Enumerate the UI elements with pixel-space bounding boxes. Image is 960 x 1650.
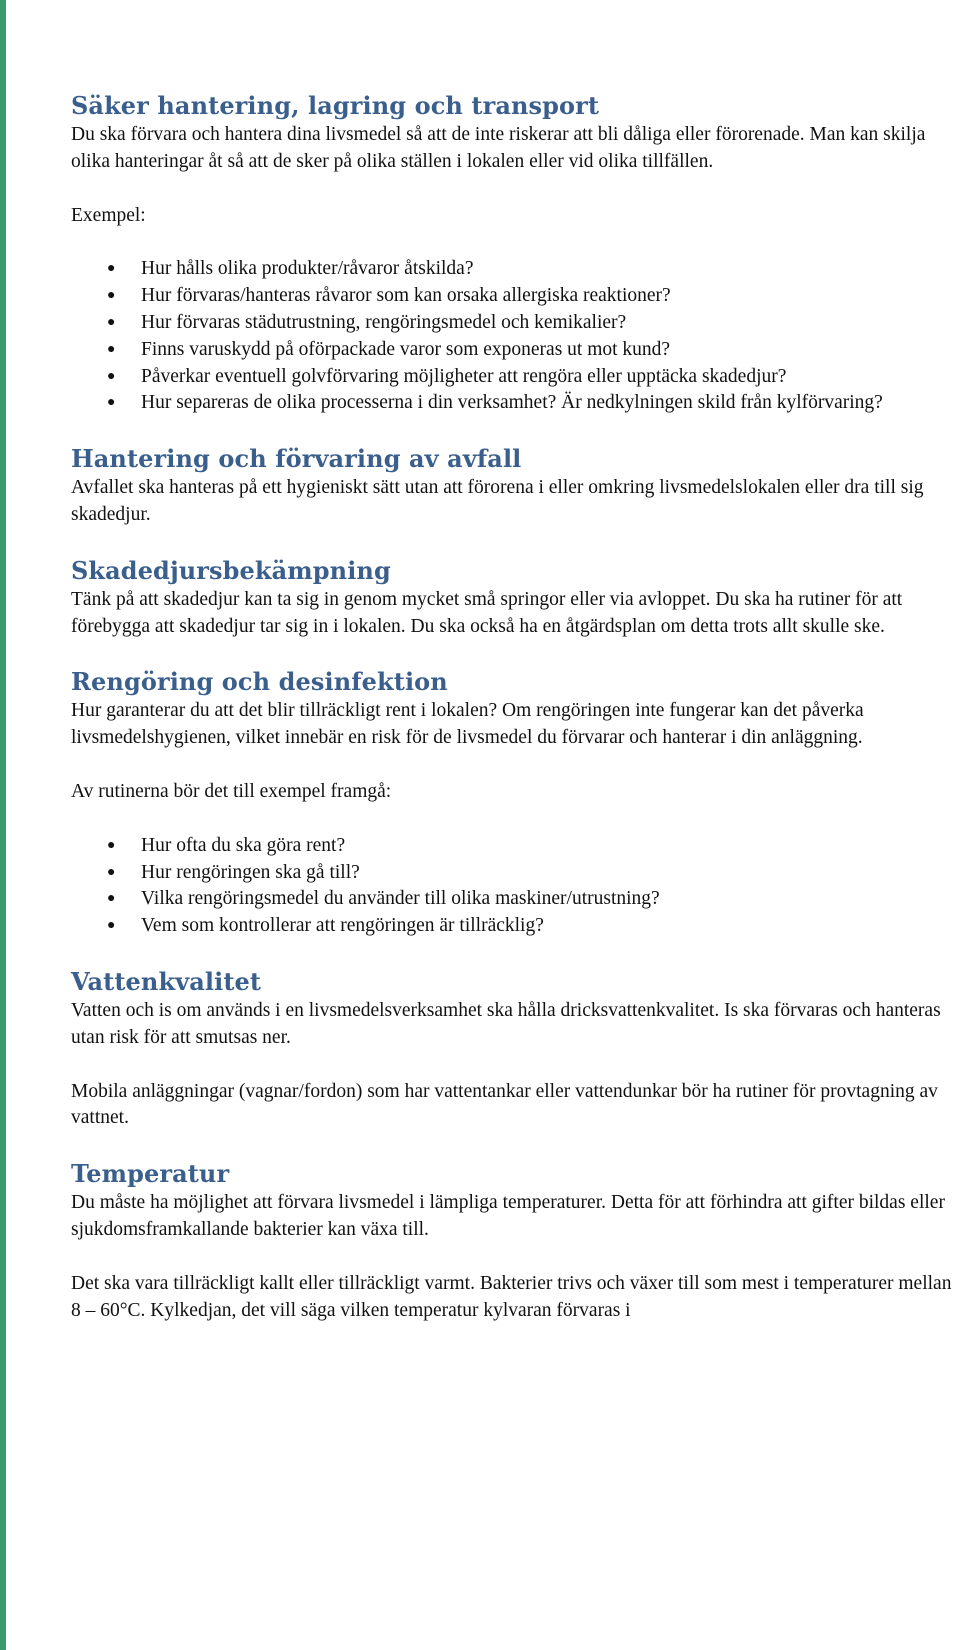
example-label: Exempel:	[71, 204, 146, 226]
section-heading: Säker hantering, lagring och transport	[71, 91, 600, 120]
paragraph: Vatten och is om används i en livsmedelsverksamhet ska hålla dricksvattenkvalitet. Is ska förvaras och hanteras utan risk för att smutsas ner.	[71, 999, 941, 1048]
paragraph: Du ska förvara och hantera dina livsmedel så att de inte riskerar att bli dåliga eller förorenade. Man kan skilja olika hanteringar åt så att de sker på olika ställen i lokalen eller vid olika tillfällen.	[71, 124, 926, 172]
bullet-icon: ●	[107, 395, 116, 411]
list-item: ● Hur hålls olika produkter/råvaror åtskilda?	[71, 256, 960, 283]
list-item: ● Hur förvaras städutrustning, rengöringsmedel och kemikalier?	[71, 310, 960, 337]
section-temperature	[71, 1158, 960, 1324]
bullet-icon: ●	[107, 891, 116, 907]
list-item: ● Vem som kontrollerar att rengöringen är tillräcklig?	[71, 913, 960, 940]
paragraph: Det ska vara tillräckligt kallt eller tillräckligt varmt. Bakterier trivs och växer till som mest i temperaturer mellan 8 – 60°C. Kylkedjan, det vill säga vilken temperatur kylvaran förvaras i	[71, 1272, 952, 1321]
list-item: ● Vilka rengöringsmedel du använder till olika maskiner/utrustning?	[71, 886, 960, 913]
left-accent-bar	[0, 0, 6, 1650]
paragraph: Avfallet ska hanteras på ett hygieniskt sätt utan att förorena i eller omkring livsmedelslokalen eller dra till sig skadedjur.	[71, 477, 924, 525]
bullet-icon: ●	[107, 314, 116, 330]
section-heading: Hantering och förvaring av avfall	[71, 444, 522, 474]
bullet-list	[71, 833, 960, 940]
section-water-quality	[71, 966, 960, 1132]
bullet-icon: ●	[107, 918, 116, 934]
list-item: ● Finns varuskydd på oförpackade varor som exponeras ut mot kund?	[71, 337, 960, 364]
list-item: ● Hur rengöringen ska gå till?	[71, 860, 960, 887]
section-heading: Skadedjursbekämpning	[71, 555, 391, 585]
list-item: ● Påverkar eventuell golvförvaring möjligheter att rengöra eller upptäcka skadedjur?	[71, 364, 960, 391]
bullet-icon: ●	[107, 288, 116, 304]
bullet-icon: ●	[107, 261, 116, 277]
paragraph: Du måste ha möjlighet att förvara livsmedel i lämpliga temperaturer. Detta för att förhindra att gifter bildas eller sjukdomsframkallande bakterier kan växa till.	[71, 1192, 945, 1240]
list-item: ● Hur ofta du ska göra rent?	[71, 833, 960, 860]
paragraph: Tänk på att skadedjur kan ta sig in genom mycket små springor eller via avloppet. Du ska ha rutiner för att förebygga att skadedjur tar sig in i lokalen. Du ska också ha en åtgärdsplan om detta trots allt skulle ske.	[71, 588, 903, 637]
paragraph: Av rutinerna bör det till exempel framgå:	[71, 780, 392, 802]
list-item: ● Hur separeras de olika processerna i din verksamhet? Är nedkylningen skild från kylförvaring?	[71, 390, 960, 417]
paragraph: Mobila anläggningar (vagnar/fordon) som har vattentankar eller vattendunkar bör ha rutiner för provtagning av vattnet.	[71, 1080, 938, 1129]
paragraph: Hur garanterar du att det blir tillräckligt rent i lokalen? Om rengöringen inte fungerar kan det påverka livsmedelshygienen, vilket innebär en risk för de livsmedel du förvarar och hanterar i din anläggning.	[71, 700, 864, 749]
section-heading: Rengöring och desinfektion	[71, 667, 448, 697]
list-item: ● Hur förvaras/hanteras råvaror som kan orsaka allergiska reaktioner?	[71, 283, 960, 310]
section-storage	[71, 90, 960, 417]
section-pest-control	[71, 555, 960, 641]
bullet-list	[71, 256, 960, 417]
section-cleaning	[71, 666, 960, 940]
section-heading: Temperatur	[71, 1159, 230, 1189]
document-body	[71, 90, 960, 1324]
bullet-icon: ●	[107, 368, 116, 384]
section-heading: Vattenkvalitet	[71, 966, 262, 996]
bullet-icon: ●	[107, 837, 116, 853]
bullet-icon: ●	[107, 864, 116, 880]
section-waste	[71, 443, 960, 529]
bullet-icon: ●	[107, 341, 116, 357]
